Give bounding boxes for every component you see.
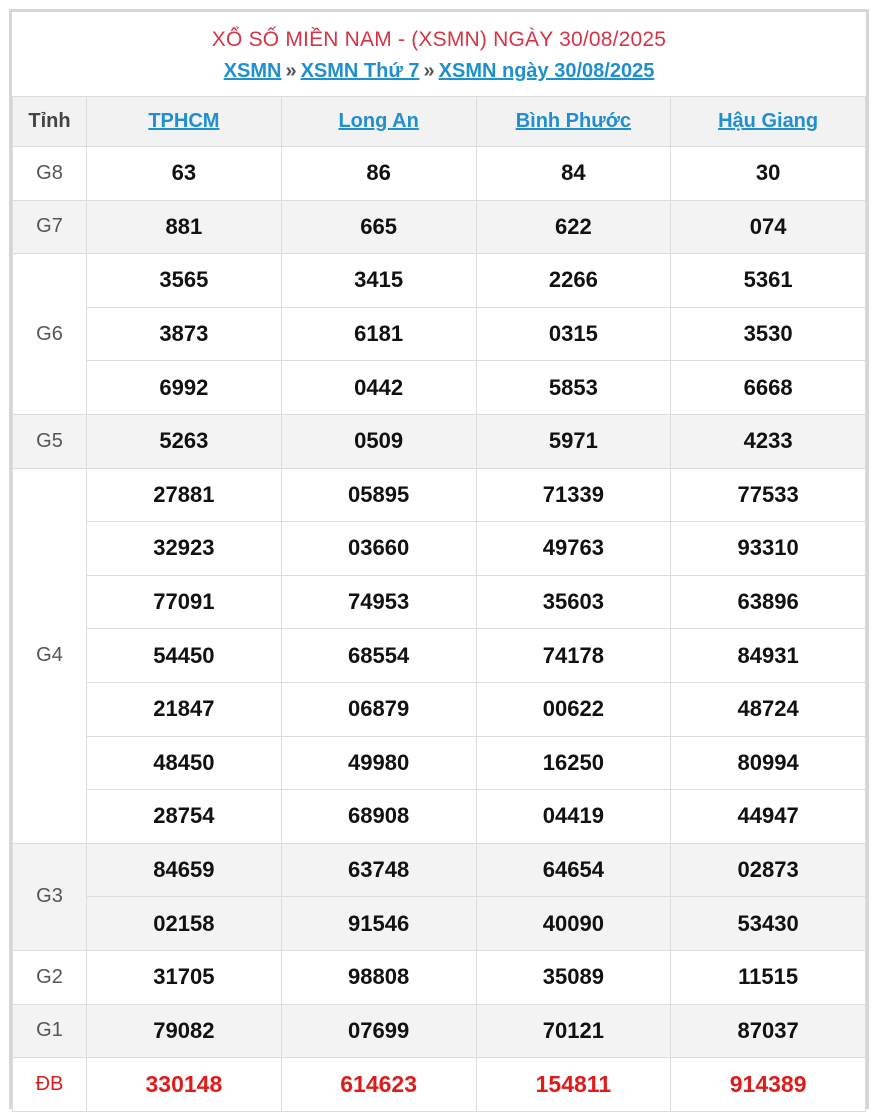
result-number: 5971 xyxy=(476,414,671,468)
table-row xyxy=(13,1058,866,1112)
result-number: 154811 xyxy=(476,1058,671,1112)
result-number: 2266 xyxy=(476,254,671,308)
prize-label: ĐB xyxy=(13,1058,87,1112)
result-number: 53430 xyxy=(671,897,866,951)
table-row xyxy=(13,254,866,308)
result-number: 68554 xyxy=(281,629,476,683)
prize-label: G4 xyxy=(13,468,87,843)
table-row xyxy=(13,522,866,576)
result-number: 93310 xyxy=(671,522,866,576)
breadcrumb xyxy=(12,60,866,83)
province-link-long-an[interactable]: Long An xyxy=(338,110,419,132)
result-number: 5263 xyxy=(87,414,282,468)
result-number: 35089 xyxy=(476,950,671,1004)
result-number: 70121 xyxy=(476,1004,671,1058)
result-number: 04419 xyxy=(476,790,671,844)
result-number: 3530 xyxy=(671,307,866,361)
results-body xyxy=(13,147,866,1112)
result-number: 54450 xyxy=(87,629,282,683)
province-header xyxy=(671,97,866,147)
table-row xyxy=(13,629,866,683)
breadcrumb-link-date[interactable]: XSMN ngày 30/08/2025 xyxy=(438,60,655,82)
result-number: 48450 xyxy=(87,736,282,790)
result-number: 74178 xyxy=(476,629,671,683)
table-row xyxy=(13,361,866,415)
result-number: 622 xyxy=(476,200,671,254)
result-number: 40090 xyxy=(476,897,671,951)
result-number: 71339 xyxy=(476,468,671,522)
prize-label: G3 xyxy=(13,843,87,950)
prize-label: G6 xyxy=(13,254,87,415)
result-number: 0509 xyxy=(281,414,476,468)
table-row xyxy=(13,897,866,951)
breadcrumb-link-xsmn[interactable]: XSMN xyxy=(223,60,282,82)
result-number: 665 xyxy=(281,200,476,254)
results-table xyxy=(12,96,866,1112)
result-number: 77533 xyxy=(671,468,866,522)
result-number: 00622 xyxy=(476,682,671,736)
result-number: 84659 xyxy=(87,843,282,897)
result-number: 16250 xyxy=(476,736,671,790)
result-number: 30 xyxy=(671,147,866,201)
result-number: 07699 xyxy=(281,1004,476,1058)
result-number: 63748 xyxy=(281,843,476,897)
result-number: 11515 xyxy=(671,950,866,1004)
prize-label: G8 xyxy=(13,147,87,201)
province-header xyxy=(476,97,671,147)
result-number: 6992 xyxy=(87,361,282,415)
result-number: 3873 xyxy=(87,307,282,361)
page-title: XỔ SỐ MIỀN NAM - (XSMN) NGÀY 30/08/2025 xyxy=(211,28,667,51)
province-link-binh-phuoc[interactable]: Bình Phước xyxy=(515,110,632,132)
prize-label: G5 xyxy=(13,414,87,468)
result-number: 31705 xyxy=(87,950,282,1004)
result-number: 80994 xyxy=(671,736,866,790)
breadcrumb-link-weekday[interactable]: XSMN Thứ 7 xyxy=(300,60,420,82)
table-row xyxy=(13,468,866,522)
result-number: 3565 xyxy=(87,254,282,308)
prize-label: G2 xyxy=(13,950,87,1004)
result-number: 77091 xyxy=(87,575,282,629)
result-number: 881 xyxy=(87,200,282,254)
breadcrumb-separator: » xyxy=(423,60,435,82)
prize-label: G1 xyxy=(13,1004,87,1058)
province-column-header: Tỉnh xyxy=(13,97,87,147)
result-number: 84931 xyxy=(671,629,866,683)
result-number: 6181 xyxy=(281,307,476,361)
result-number: 614623 xyxy=(281,1058,476,1112)
results-header xyxy=(12,12,866,96)
table-row xyxy=(13,682,866,736)
table-row xyxy=(13,200,866,254)
result-number: 68908 xyxy=(281,790,476,844)
table-row xyxy=(13,843,866,897)
result-number: 32923 xyxy=(87,522,282,576)
result-number: 4233 xyxy=(671,414,866,468)
result-number: 28754 xyxy=(87,790,282,844)
result-number: 48724 xyxy=(671,682,866,736)
result-number: 5361 xyxy=(671,254,866,308)
result-number: 87037 xyxy=(671,1004,866,1058)
table-row xyxy=(13,414,866,468)
prize-label: G7 xyxy=(13,200,87,254)
result-number: 98808 xyxy=(281,950,476,1004)
table-row xyxy=(13,147,866,201)
province-header xyxy=(281,97,476,147)
province-header xyxy=(87,97,282,147)
breadcrumb-separator: » xyxy=(285,60,297,82)
result-number: 91546 xyxy=(281,897,476,951)
result-number: 63 xyxy=(87,147,282,201)
table-row xyxy=(13,950,866,1004)
result-number: 05895 xyxy=(281,468,476,522)
result-number: 5853 xyxy=(476,361,671,415)
table-row xyxy=(13,575,866,629)
result-number: 03660 xyxy=(281,522,476,576)
result-number: 64654 xyxy=(476,843,671,897)
province-link-tphcm[interactable]: TPHCM xyxy=(148,110,220,132)
result-number: 330148 xyxy=(87,1058,282,1112)
result-number: 06879 xyxy=(281,682,476,736)
result-number: 21847 xyxy=(87,682,282,736)
result-number: 0315 xyxy=(476,307,671,361)
table-header-row xyxy=(13,97,866,147)
result-number: 79082 xyxy=(87,1004,282,1058)
result-number: 3415 xyxy=(281,254,476,308)
result-number: 02873 xyxy=(671,843,866,897)
table-row xyxy=(13,790,866,844)
result-number: 63896 xyxy=(671,575,866,629)
result-number: 49763 xyxy=(476,522,671,576)
table-row xyxy=(13,307,866,361)
result-number: 84 xyxy=(476,147,671,201)
result-number: 914389 xyxy=(671,1058,866,1112)
province-link-hau-giang[interactable]: Hậu Giang xyxy=(718,110,819,132)
result-number: 74953 xyxy=(281,575,476,629)
table-row xyxy=(13,1004,866,1058)
result-number: 02158 xyxy=(87,897,282,951)
result-number: 35603 xyxy=(476,575,671,629)
result-number: 27881 xyxy=(87,468,282,522)
result-number: 44947 xyxy=(671,790,866,844)
result-number: 074 xyxy=(671,200,866,254)
results-panel xyxy=(9,9,869,1109)
table-row xyxy=(13,736,866,790)
result-number: 49980 xyxy=(281,736,476,790)
result-number: 6668 xyxy=(671,361,866,415)
result-number: 86 xyxy=(281,147,476,201)
result-number: 0442 xyxy=(281,361,476,415)
